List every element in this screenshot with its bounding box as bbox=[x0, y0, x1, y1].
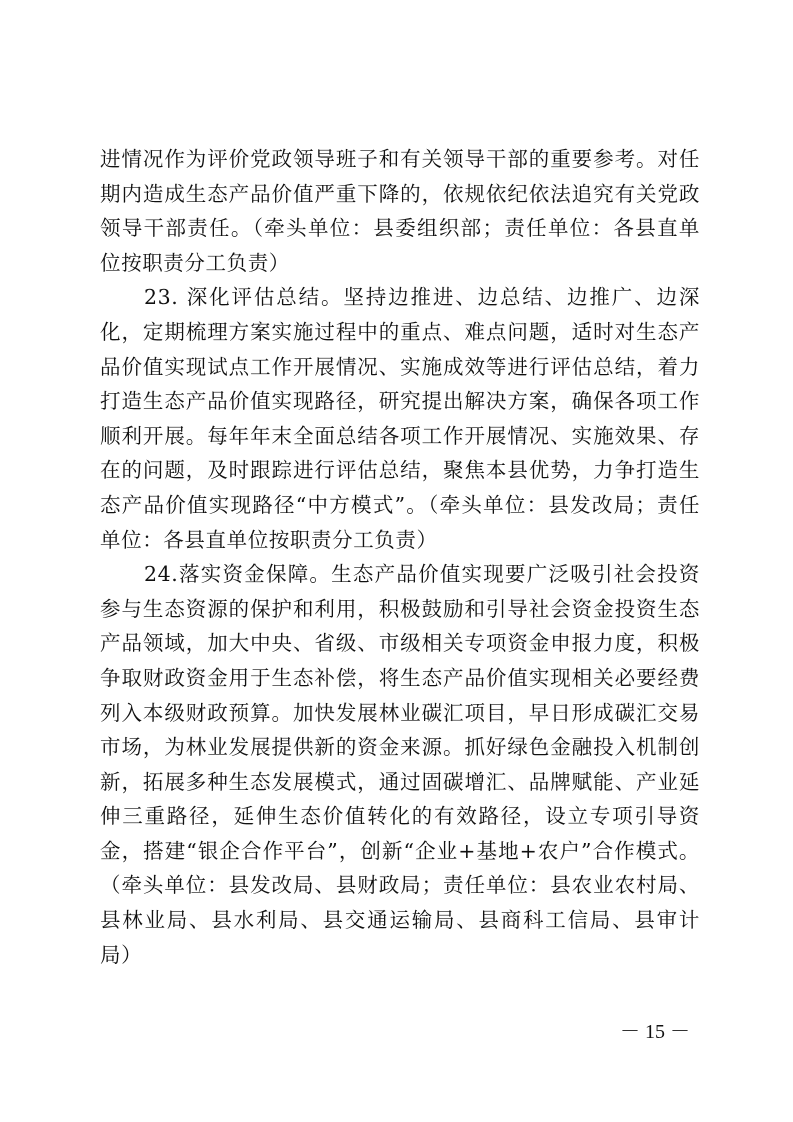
paragraph-item-24: 24.落实资金保障。生态产品价值实现要广泛吸引社会投资参与生态资源的保护和利用，积极鼓励和引导社会资金投资生态产品领域，加大中央、省级、市级相关专项资金申报力度，积极争取财政资金用于生态补偿，将生态产品价值实现相关必要经费列入本级财政预算。加快发展林业碳汇项目，早日形成碳汇交易市场，为林业发展提供新的资金来源。抓好绿色金融投入机制创新，拓展多种生态发展模式，通过固碳增汇、品牌赋能、产业延伸三重路径，延伸生态价值转化的有效路径，设立专项引导资金，搭建“银企合作平台”，创新“企业+基地+农户”合作模式。（牵头单位：县发改局、县财政局；责任单位：县农业农村局、县林业局、县水利局、县交通运输局、县商科工信局、县审计局） bbox=[100, 562, 700, 967]
document-body bbox=[100, 142, 700, 972]
page-number: － 15 － bbox=[620, 1021, 690, 1043]
paragraph-item-23: 23. 深化评估总结。坚持边推进、边总结、边推广、边深化，定期梳理方案实施过程中的重点、难点问题，适时对生态产品价值实现试点工作开展情况、实施成效等进行评估总结，着力打造生态产品价值实现路径，研究提出解决方案，确保各项工作顺利开展。每年年末全面总结各项工作开展情况、实施效果、存在的问题，及时跟踪进行评估总结，聚焦本县优势，力争打造生态产品价值实现路径“中方模式”。（牵头单位：县发改局；责任单位：各县直单位按职责分工负责） bbox=[100, 285, 700, 552]
paragraph-continuation: 进情况作为评价党政领导班子和有关领导干部的重要参考。对任期内造成生态产品价值严重下降的，依规依纪依法追究有关党政领导干部责任。（牵头单位：县委组织部；责任单位：各县直单位按职责分工负责） bbox=[100, 147, 700, 275]
